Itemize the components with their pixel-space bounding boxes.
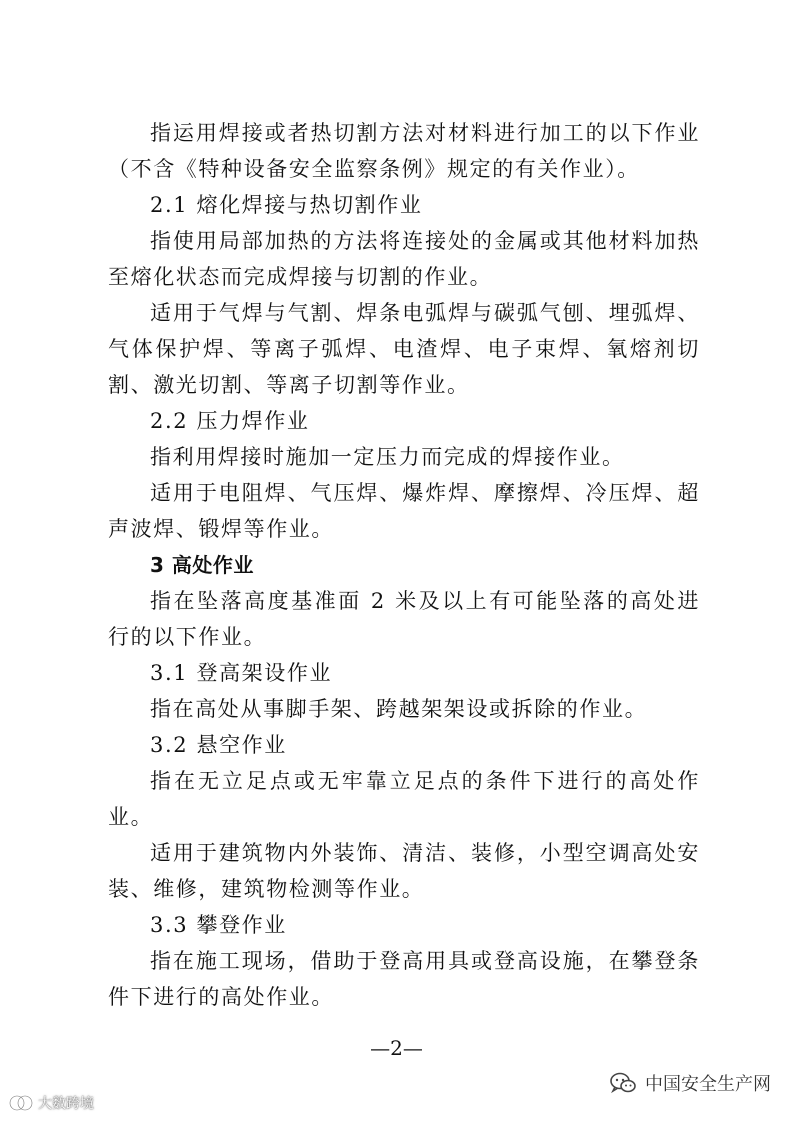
watermark-left-text: 大数跨境 [38,1096,94,1112]
paragraph: 适用于建筑物内外装饰、清洁、装修，小型空调高处安装、维修，建筑物检测等作业。 [108,841,700,901]
paragraph: 适用于电阻焊、气压焊、爆炸焊、摩擦焊、冷压焊、超声波焊、锻焊等作业。 [108,481,700,541]
section-heading: 3.3 攀登作业 [150,913,287,937]
document-body [108,115,700,1015]
watermark-right [609,1070,771,1096]
paragraph: 指在施工现场，借助于登高用具或登高设施，在攀登条件下进行的高处作业。 [108,949,700,1009]
paragraph: 适用于气焊与气割、焊条电弧焊与碳弧气刨、埋弧焊、气体保护焊、等离子弧焊、电渣焊、电子束焊、氧熔剂切割、激光切割、等离子切割等作业。 [108,301,700,397]
section-heading: 3.2 悬空作业 [150,733,287,757]
paragraph: 指在无立足点或无牢靠立足点的条件下进行的高处作业。 [108,769,700,829]
watermark-right-text: 中国安全生产网 [645,1074,771,1095]
wechat-icon [609,1071,637,1095]
chapter-heading: 3 高处作业 [150,553,254,577]
logo-icon [8,1094,34,1112]
section-heading: 2.2 压力焊作业 [150,409,310,433]
paragraph: 指运用焊接或者热切割方法对材料进行加工的以下作业（不含《特种设备安全监察条例》规定的有关作业）。 [108,121,700,181]
section-heading: 3.1 登高架设作业 [150,661,333,685]
page-number: —2— [370,1036,423,1060]
paragraph: 指利用焊接时施加一定压力而完成的焊接作业。 [150,445,625,469]
watermark-left [8,1093,94,1113]
paragraph: 指在高处从事脚手架、跨越架架设或拆除的作业。 [150,697,648,721]
section-heading: 2.1 熔化焊接与热切割作业 [150,193,423,217]
paragraph: 指在坠落高度基准面 2 米及以上有可能坠落的高处进行的以下作业。 [108,589,700,649]
paragraph: 指使用局部加热的方法将连接处的金属或其他材料加热至熔化状态而完成焊接与切割的作业。 [108,229,700,289]
